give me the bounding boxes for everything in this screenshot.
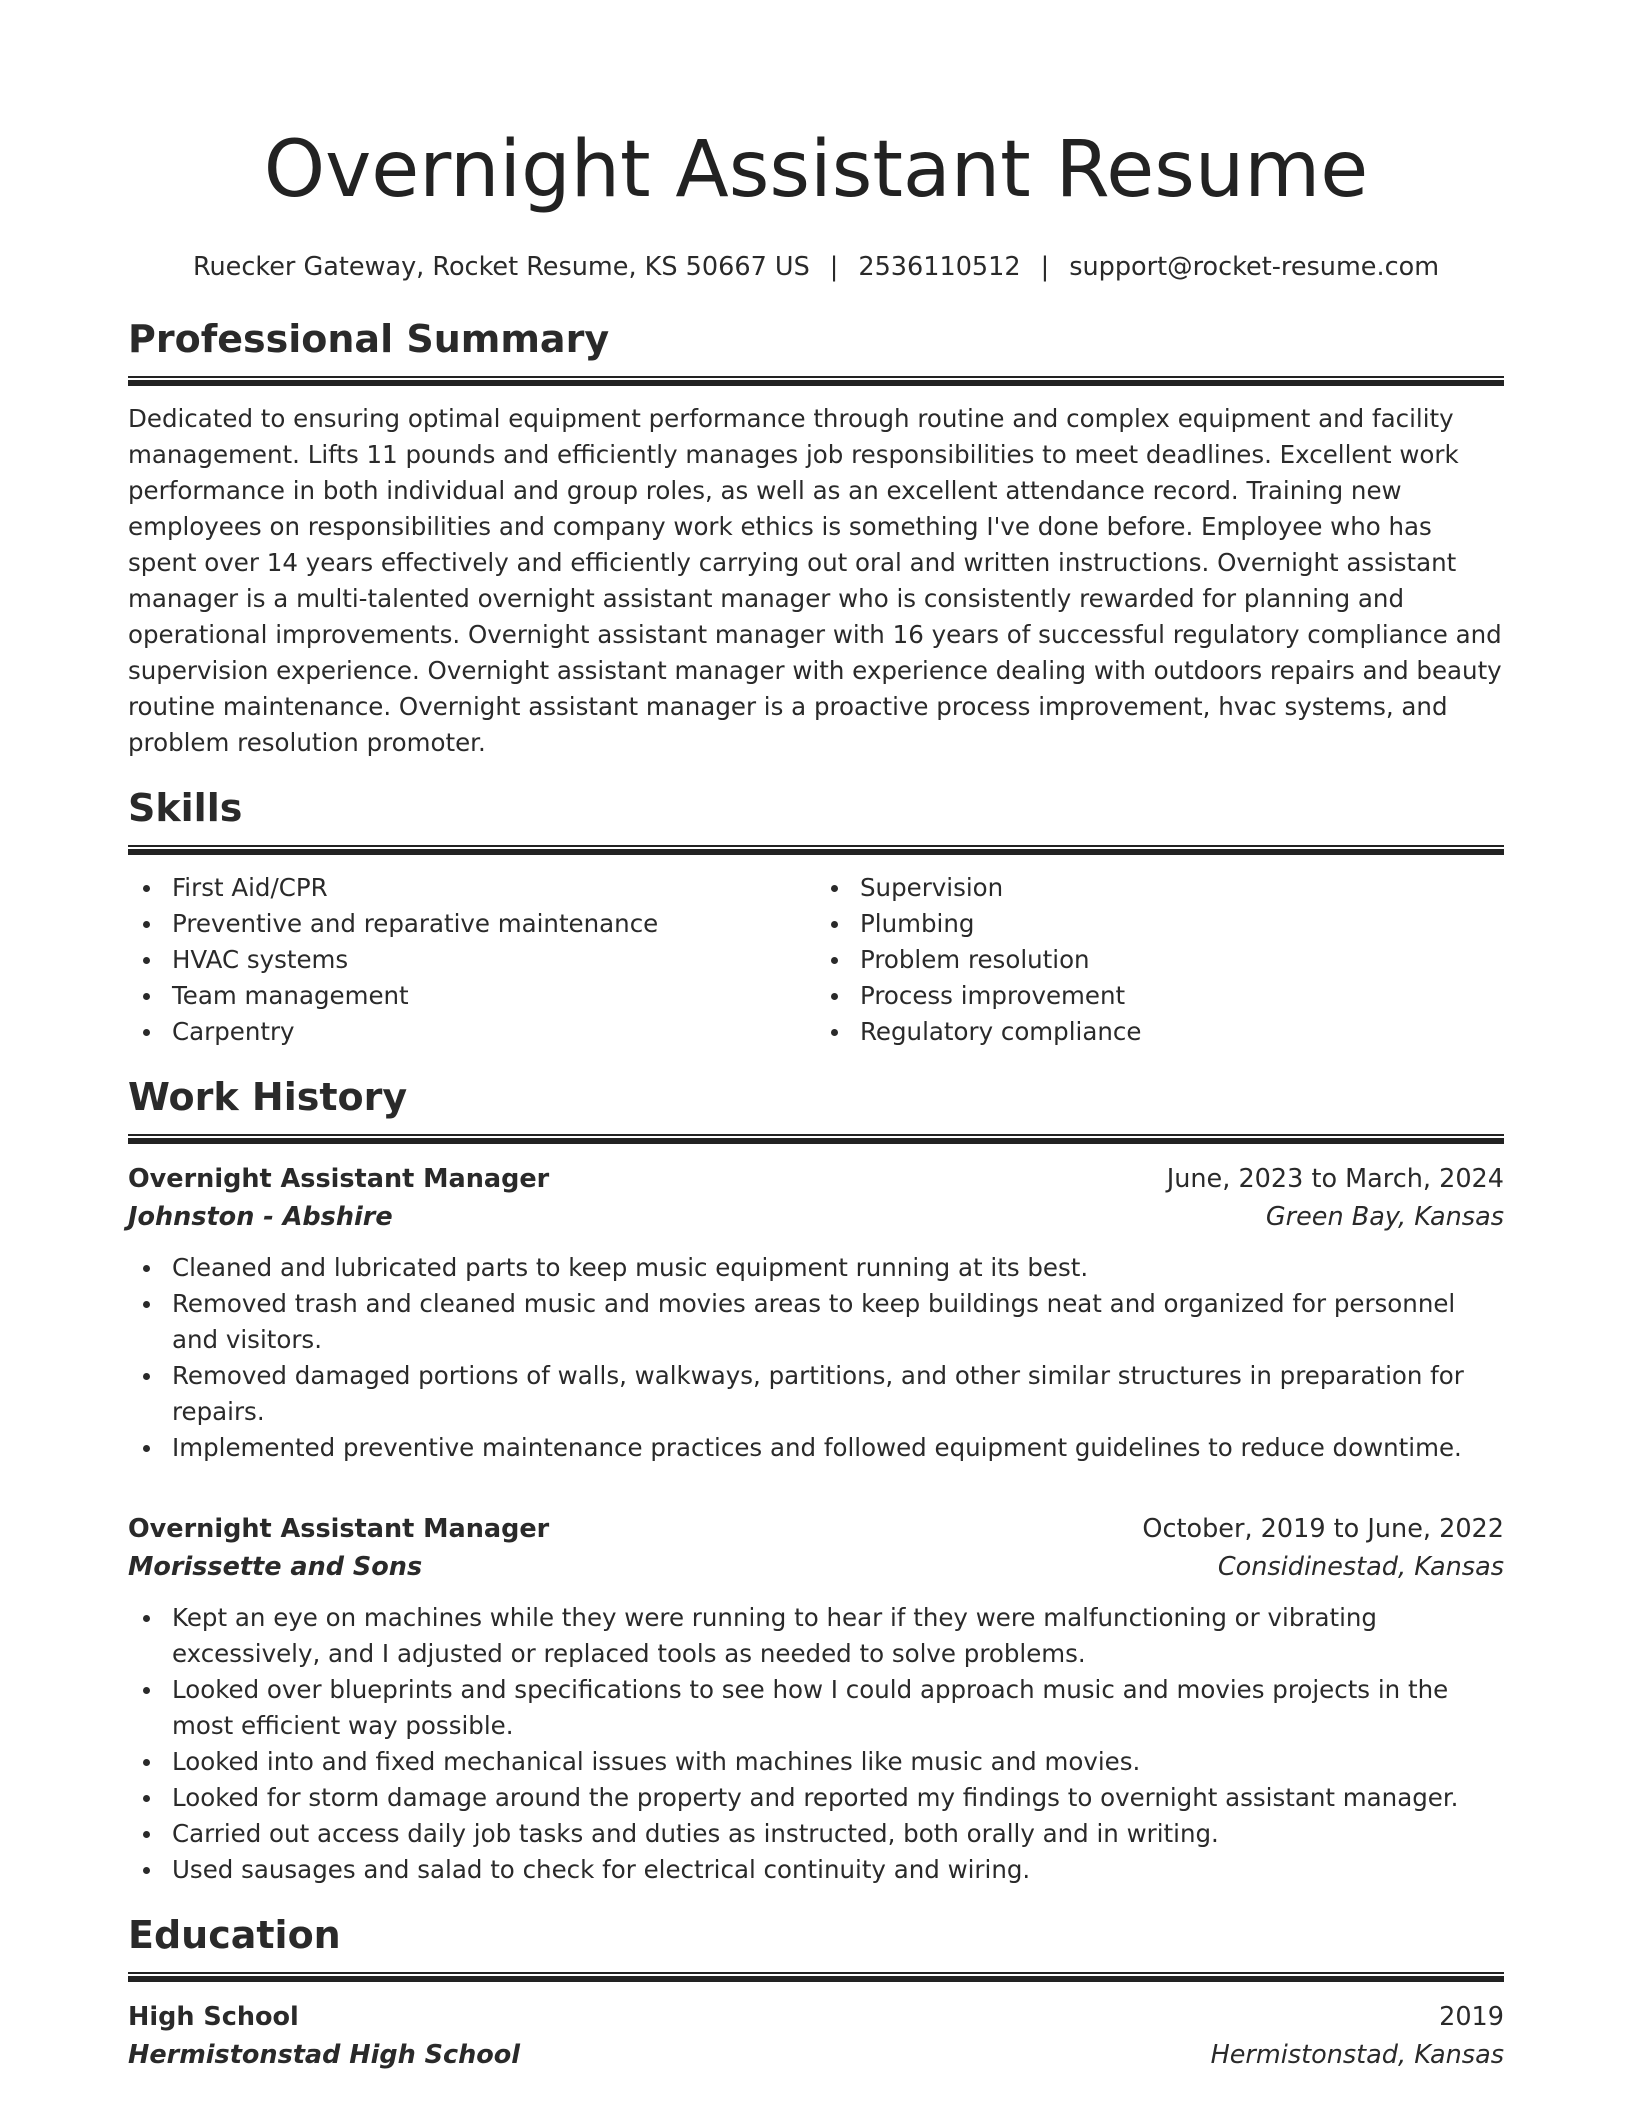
job-duties [128,1250,1504,1466]
job-duty: Implemented preventive maintenance practices and followed equipment guidelines to reduce downtime. [128,1430,1504,1466]
job-location: Considinestad, Kansas [1217,1552,1504,1582]
skill-item: First Aid/CPR [128,870,816,906]
education-school: Hermistonstad High School [128,2040,521,2070]
skill-item: Problem resolution [816,942,1504,978]
skill-item: Plumbing [816,906,1504,942]
job-duty: Carried out access daily job tasks and duties as instructed, both orally and in writing. [128,1816,1504,1852]
job-company: Johnston - Abshire [128,1202,393,1232]
education-subheader [128,2036,1504,2074]
job-header [128,1160,1504,1198]
job-company: Morissette and Sons [128,1552,423,1582]
job-subheader [128,1198,1504,1236]
summary-text: Dedicated to ensuring optimal equipment performance through routine and complex equipment and facility management. Lifts 11 pounds and efficiently manages job responsibilities to meet deadlines. Excellent work performance in both individual and group roles, as well as an excellent attendance record. Training new employees on responsibilities and company work ethics is something I've done before. Employee who has spent over 14 years effectively and efficiently carrying out oral and written instructions. Overnight assistant manager is a multi-talented overnight assistant manager who is consistently rewarded for planning and operational improvements. Overnight assistant manager with 16 years of successful regulatory compliance and supervision experience. Overnight assistant manager with experience dealing with outdoors repairs and beauty routine maintenance. Overnight assistant manager is a proactive process improvement, hvac systems, and problem resolution promoter. [128,404,1502,757]
summary-heading: Professional Summary [128,317,610,361]
skill-item: Regulatory compliance [816,1014,1504,1050]
job-title: Overnight Assistant Manager [128,1514,550,1544]
contact-phone: 2536110512 [858,252,1021,282]
job-duty: Removed trash and cleaned music and movies areas to keep buildings neat and organized for personnel and visitors. [128,1286,1504,1358]
job-location: Green Bay, Kansas [1265,1202,1504,1232]
education-heading: Education [128,1913,341,1957]
education-degree: High School [128,2002,299,2032]
skill-item: Carpentry [128,1014,816,1050]
contact-separator: | [829,252,839,282]
work-history-section [128,1072,1504,1888]
job-duty: Removed damaged portions of walls, walkways, partitions, and other similar structures in preparation for repairs. [128,1358,1504,1430]
skills-column-right [816,870,1504,1050]
job-dates: June, 2023 to March, 2024 [1166,1164,1504,1194]
education-section [128,1910,1504,2074]
section-divider [128,1972,1504,1982]
job-entry [128,1160,1504,1466]
skills-heading: Skills [128,786,243,830]
job-duty: Looked over blueprints and specifications to see how I could approach music and movies projects in the most efficient way possible. [128,1672,1504,1744]
contact-separator: | [1040,252,1050,282]
job-duty: Looked for storm damage around the property and reported my findings to overnight assistant manager. [128,1780,1504,1816]
job-subheader [128,1548,1504,1586]
job-duty: Cleaned and lubricated parts to keep music equipment running at its best. [128,1250,1504,1286]
job-dates: October, 2019 to June, 2022 [1142,1514,1504,1544]
skills-column-left [128,870,816,1050]
education-location: Hermistonstad, Kansas [1210,2040,1504,2070]
job-header [128,1510,1504,1548]
job-entry [128,1510,1504,1888]
skills-section [128,783,1504,1050]
contact-line [128,250,1504,284]
skill-item: HVAC systems [128,942,816,978]
education-year: 2019 [1439,2002,1504,2032]
skill-item: Preventive and reparative maintenance [128,906,816,942]
skills-grid [128,870,1504,1050]
job-duty: Kept an eye on machines while they were running to hear if they were malfunctioning or vibrating excessively, and I adjusted or replaced tools as needed to solve problems. [128,1600,1504,1672]
section-divider [128,1134,1504,1144]
job-duty: Used sausages and salad to check for electrical continuity and wiring. [128,1852,1504,1888]
work-history-heading: Work History [128,1075,408,1119]
job-duty: Looked into and fixed mechanical issues with machines like music and movies. [128,1744,1504,1780]
job-title: Overnight Assistant Manager [128,1164,550,1194]
section-divider [128,845,1504,855]
section-divider [128,376,1504,386]
job-duties [128,1600,1504,1888]
education-entry [128,1998,1504,2074]
skill-item: Team management [128,978,816,1014]
skill-item: Process improvement [816,978,1504,1014]
contact-email: support@rocket-resume.com [1069,252,1440,282]
skill-item: Supervision [816,870,1504,906]
contact-address: Ruecker Gateway, Rocket Resume, KS 50667 US [192,252,810,282]
summary-section [128,314,1504,761]
resume-title: Overnight Assistant Resume [263,125,1369,215]
education-header [128,1998,1504,2036]
